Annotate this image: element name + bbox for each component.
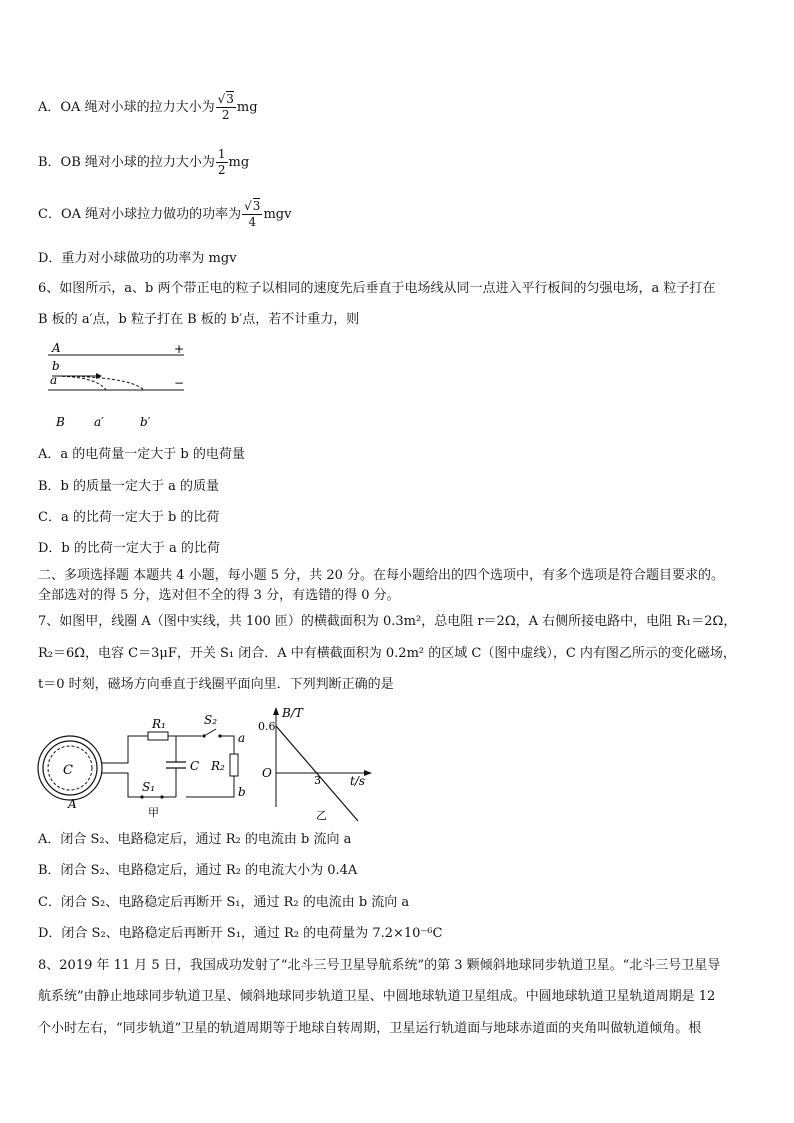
q5-option-d: D．重力对小球做功的功率为 mgv: [38, 251, 237, 266]
q7-figure-bt-graph: [258, 703, 382, 823]
graph-y-arrow: [273, 707, 279, 715]
wire-to-a: [220, 736, 234, 754]
node-b-label: b: [238, 785, 246, 799]
q6-option-d: D．b 的比荷一定大于 a 的比荷: [38, 541, 220, 556]
q5-option-b-num: 1: [217, 147, 226, 161]
graph-origin-label: O: [262, 766, 272, 780]
point-a-prime-label: a′: [94, 415, 104, 429]
region-c-label: C: [63, 763, 73, 778]
resistor-r1-label: R₁: [152, 717, 166, 731]
q5-option-b: [38, 147, 249, 178]
q5-option-c-suffix: mgv: [263, 207, 292, 222]
graph-y-axis-label: B/T: [282, 706, 303, 720]
q5-option-a-num: 3: [226, 92, 234, 106]
graph-y-tick-06: 0.6: [258, 720, 276, 733]
graph-x-axis-label: t/s: [350, 774, 366, 788]
q5-option-b-prefix: B．OB 绳对小球的拉力大小为: [38, 155, 215, 170]
plus-sign: +: [174, 342, 185, 356]
plate-a-label: A: [52, 341, 61, 355]
figure-jia-caption: 甲: [148, 806, 159, 819]
lead-top: [102, 736, 148, 763]
plate-b-label: B: [56, 415, 65, 429]
q7-option-c: C．闭合 S₂、电路稳定后再断开 S₁，通过 R₂ 的电流由 b 流向 a: [38, 895, 410, 910]
q8-stem-line2: 航系统”由静止地球同步轨道卫星、倾斜地球同步轨道卫星、中圆地球轨道卫星组成。中圆地球轨道卫星轨道周期是 12: [38, 989, 716, 1004]
q5-option-c-den: 4: [248, 215, 257, 229]
q5-option-a: [38, 92, 258, 123]
q6-option-a: A．a 的电荷量一定大于 b 的电荷量: [38, 447, 245, 462]
q7-stem-line1: 7、如图甲，线圈 A（图中实线，共 100 匝）的横截面积为 0.3m²，总电阻 r＝2Ω，A 右侧所接电路中，电阻 R₁＝2Ω，: [38, 614, 737, 629]
switch-s1-left: [140, 795, 143, 798]
switch-s1-right: [160, 795, 163, 798]
q6-stem-line1: 6、如图所示，a、b 两个带正电的粒子以相同的速度先后垂直于电场线从同一点进入平行板间的匀强电场，a 粒子打在: [38, 281, 716, 296]
q5-option-c-fraction: $\frac{√3}{4}$: [244, 199, 261, 229]
q5-option-a-prefix: A．OA 绳对小球的拉力大小为: [38, 100, 215, 115]
switch-s2-label: S₂: [204, 713, 218, 727]
resistor-r2-label: R₂: [211, 759, 225, 773]
q5-option-a-den: 2: [221, 108, 230, 122]
section2-heading-line2: 全部选对的得 5 分，选对但不全的得 3 分，有选错的得 0 分。: [38, 588, 400, 603]
figure-yi-caption: 乙: [316, 809, 327, 822]
point-b-prime-label: b′: [140, 415, 151, 429]
q5-option-a-fraction: $\frac{√3}{2}$: [217, 92, 234, 122]
q5-option-c-num: 3: [252, 199, 261, 213]
particle-a-label: a: [50, 373, 58, 387]
q5-option-a-suffix: mg: [236, 100, 258, 115]
q7-stem-line3: t＝0 时刻，磁场方向垂直于线圈平面向里．下列判断正确的是: [38, 677, 394, 692]
q7-option-b: B．闭合 S₂、电路稳定后，通过 R₂ 的电流大小为 0.4A: [38, 863, 358, 878]
capacitor-label: C: [190, 759, 200, 773]
q7-figure-circuit: [36, 708, 256, 822]
q8-stem-line3: 个小时左右，“同步轨道”卫星的轨道周期等于地球自转周期，卫星运行轨道面与地球赤道面的夹角叫做轨道倾角。根: [38, 1021, 702, 1036]
wire-from-b: [186, 776, 234, 797]
particle-b-label: b: [52, 359, 60, 373]
q6-option-c: C．a 的比荷一定大于 b 的比荷: [38, 510, 220, 525]
q7-option-d: D．闭合 S₂、电路稳定后再断开 S₁，通过 R₂ 的电荷量为 7.2×10⁻⁶C: [38, 926, 443, 941]
minus-sign: −: [174, 376, 185, 390]
resistor-r1: [148, 732, 168, 740]
q7-option-a: A．闭合 S₂、电路稳定后，通过 R₂ 的电流由 b 流向 a: [38, 832, 352, 847]
node-a-label: a: [238, 731, 246, 745]
section2-heading-line1: 二、多项选择题 本题共 4 小题，每小题 5 分，共 20 分。在每小题给出的四个选项中，有多个选项是符合题目要求的。: [38, 568, 725, 583]
q5-option-b-den: 2: [217, 163, 226, 177]
q5-option-c: [38, 199, 291, 230]
q5-option-b-suffix: mg: [228, 155, 250, 170]
coil-a-label: A: [68, 797, 77, 811]
switch-s2-blade: [204, 729, 216, 736]
q7-stem-line2: R₂＝6Ω，电容 C＝3μF，开关 S₁ 闭合．A 中有横截面积为 0.2m² 的区域 C（图中虚线），C 内有图乙所示的变化磁场，: [38, 646, 736, 661]
q6-stem-line2: B 板的 a′点，b 粒子打在 B 板的 b′点，若不计重力，则: [38, 312, 360, 327]
lead-bottom: [102, 773, 176, 797]
resistor-r2: [230, 754, 238, 776]
q6-option-b: B．b 的质量一定大于 a 的质量: [38, 479, 220, 494]
graph-x-tick-3: 3: [314, 774, 321, 787]
q8-stem-line1: 8、2019 年 11 月 5 日，我国成功发射了“北斗三号卫星导航系统”的第 3 颗倾斜地球同步轨道卫星。“北斗三号卫星导: [38, 958, 721, 973]
switch-s1-label: S₁: [142, 780, 156, 794]
q5-option-b-fraction: [216, 147, 228, 178]
q6-figure-parallel-plates: [44, 340, 194, 435]
q5-option-c-prefix: C．OA 绳对小球拉力做功的功率为: [38, 207, 242, 222]
graph-x-arrow: [364, 770, 372, 776]
